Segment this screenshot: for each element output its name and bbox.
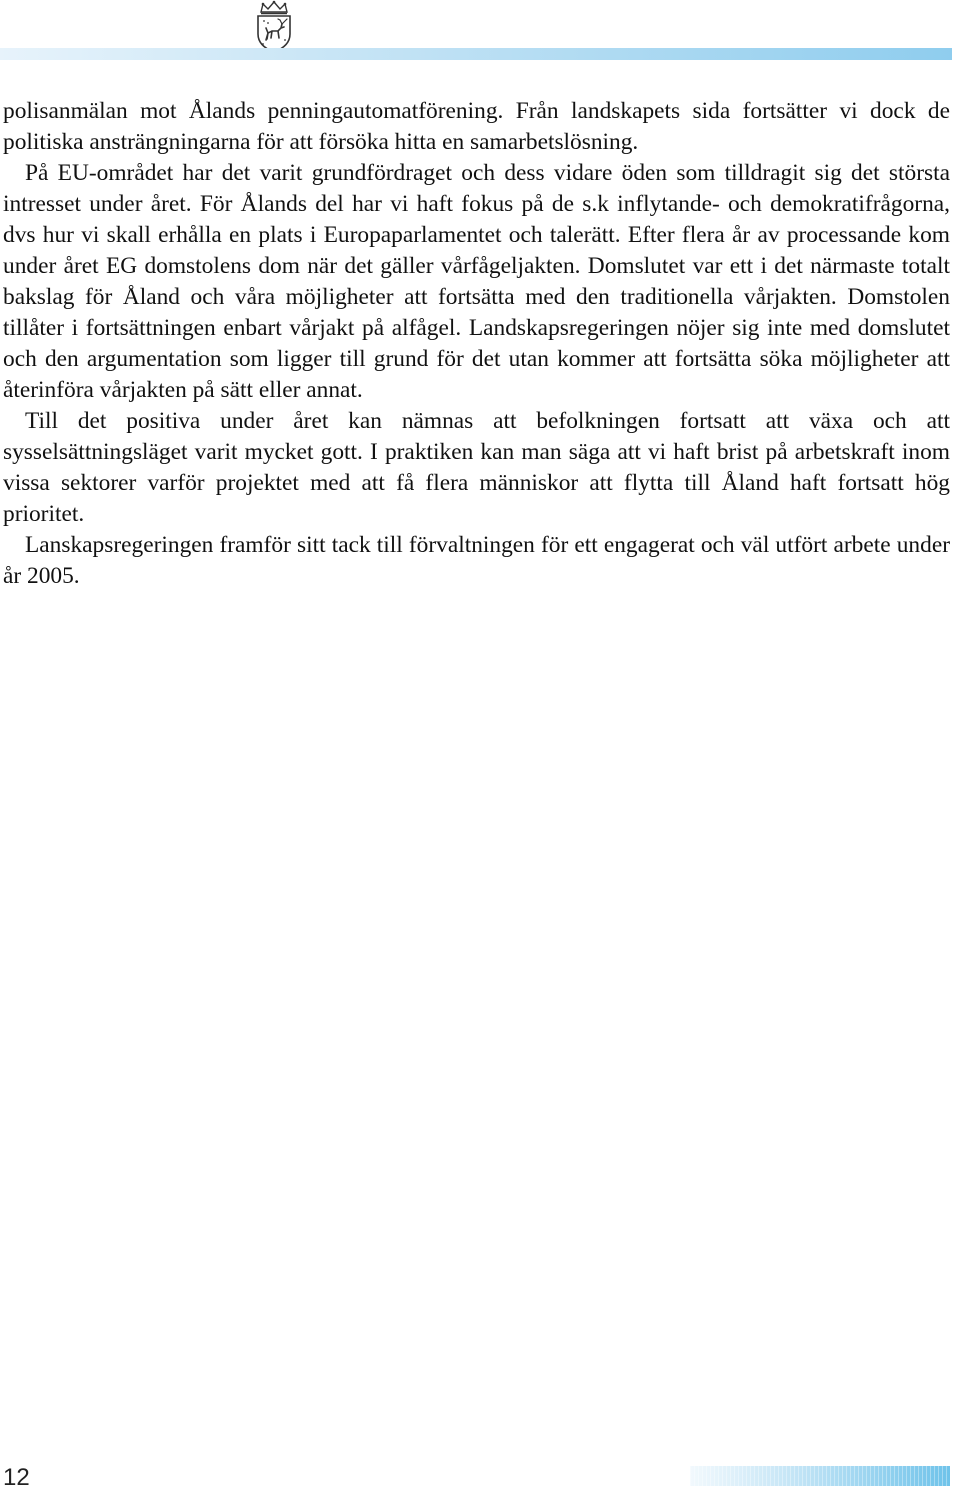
paragraph: På EU-området har det varit grundfördraget och dess vidare öden som tilldragit sig det största intresset under året. För Ålands del har vi haft fokus på de s.k inflytande- och demokratifrågorna, dvs hur vi skall erhålla en plats i Europaparlamentet och talerätt. Efter flera år av processande kom under året EG domstolens dom när det gäller vårfågeljakten. Domslutet var ett i det närmaste totalt bakslag för Åland och våra möjligheter att fortsätta med den traditionella vårjakten. Domstolen tillåter i fortsättningen enbart vårjakt på alfågel. Landskapsregeringen nöjer sig inte med domslutet och den argumentation som ligger till grund för det utan kommer att fortsätta söka möjligheter att återinföra vårjakten på sätt eller annat. — [3, 160, 950, 403]
paragraph-continued: polisanmälan mot Ålands penningautomatförening. Från landskapets sida fortsätter vi dock de politiska ansträngningarna för att försöka hitta en samarbetslösning. — [3, 98, 950, 155]
page-number: 12 — [3, 1464, 30, 1491]
paragraph: Lanskapsregeringen framför sitt tack till förvaltningen för ett engagerat och väl utfört arbete under år 2005. — [3, 532, 950, 589]
header-accent-band — [0, 48, 952, 60]
paragraph: Till det positiva under året kan nämnas att befolkningen fortsatt att växa och att sysselsättningsläget varit mycket gott. I praktiken kan man säga att vi haft brist på arbetskraft inom vissa sektorer varför projektet med att få flera människor att flytta till Åland haft fortsatt hög prioritet. — [3, 408, 950, 527]
aland-coat-of-arms-icon — [254, 0, 294, 54]
footer-accent-band — [690, 1466, 950, 1486]
body-text — [3, 96, 950, 592]
